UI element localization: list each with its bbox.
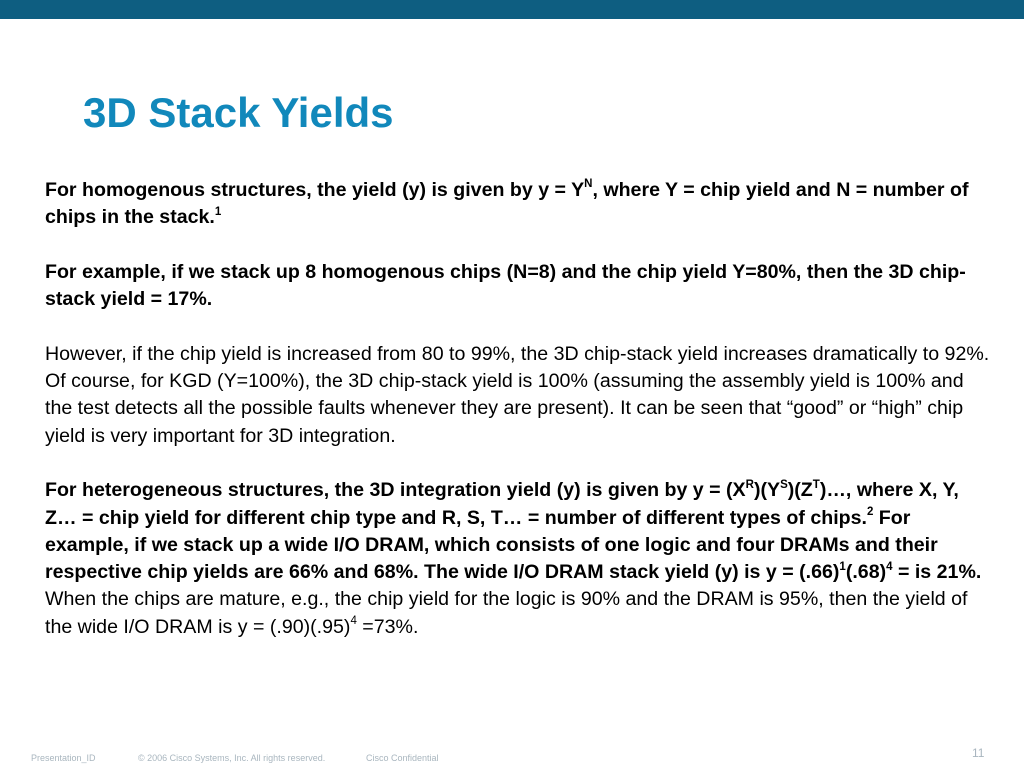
page-number: 11 [972,746,985,760]
footer-confidential: Cisco Confidential [366,753,439,763]
homogenous-example-paragraph: For example, if we stack up 8 homogenous chips (N=8) and the chip yield Y=80%, then the 3D chip-stack yield = 17%. [45,260,966,311]
top-bar [0,0,1024,19]
heterogeneous-paragraph: For heterogeneous structures, the 3D integration yield (y) is given by $y = (X^R)(Y^S)(Z^T)\dots$, where X, Y, Z… = chip yield for different chip type and R, S, T… = number of different types of chips.$^2$ For example, if we stack up a wide I/O DRAM, which consists of one logic and four DRAMs and their respective chip yields are 66% and 68%. The wide I/O DRAM stack yield (y) is $y = (.66)^1(.68)^4$ = is 21%. When the chips are mature, e.g., the chip yield for the logic is 90% and the DRAM is 95%, then the yield of the wide I/O DRAM is $y = (.90)(.95)^4 =73\%$. [45,478,982,638]
footnote-ref-2: 2 [866,506,874,519]
footer-copyright: © 2006 Cisco Systems, Inc. All rights reserved. [138,753,326,763]
slide-title: 3D Stack Yields [83,89,394,136]
footnote-ref-1: 1 [214,205,222,218]
homogenous-formula-paragraph: For homogenous structures, the yield (y) is given by $y = Y^N$, where Y = chip yield and N = number of chips in the stack.$^1$ [45,178,969,229]
slide-body [45,177,993,641]
yield-increase-paragraph: However, if the chip yield is increased from 80 to 99%, the 3D chip-stack yield increases dramatically to 92%. Of course, for KGD (Y=100%), the 3D chip-stack yield is 100% (assuming the assembly yield is 100% and the test detects all the possible faults whenever they are present). It can be seen that “good” or “high” chip yield is very important for 3D integration. [45,342,990,447]
footer-presentation-id: Presentation_ID [31,753,96,763]
